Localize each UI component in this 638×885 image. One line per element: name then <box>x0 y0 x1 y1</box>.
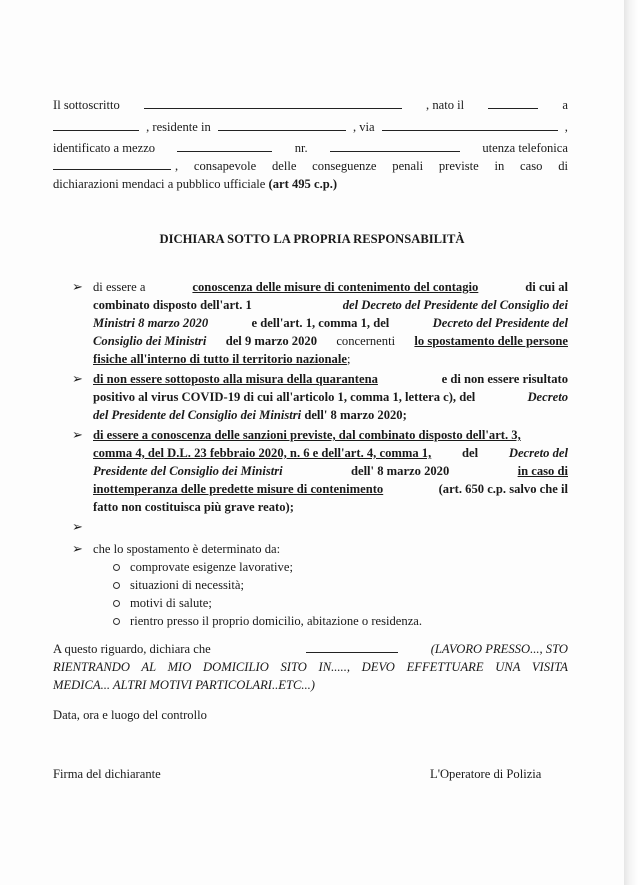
item2-decree: del Presidente del Consiglio dei Ministri <box>93 408 302 422</box>
item1-decree: Ministri 8 marzo 2020 <box>93 316 209 330</box>
item3-decree: Presidente del Consiglio dei Ministri <box>93 464 283 478</box>
closing-line-a <box>53 640 568 658</box>
item3-emph: inottemperanza delle predette misure di contenimento <box>93 482 384 496</box>
birth-place-blank[interactable] <box>53 118 139 131</box>
item3-emph: in caso di <box>517 464 568 478</box>
label-nr: nr. <box>294 141 308 155</box>
circle-bullet-icon <box>113 618 120 625</box>
comma: , <box>564 120 568 134</box>
header-line-5 <box>53 175 337 193</box>
item2-text: dell' 8 marzo 2020; <box>304 408 407 422</box>
item3-line-b <box>93 444 568 462</box>
item2-line-b <box>93 388 568 406</box>
item1-emph: lo spostamento delle persone <box>414 334 568 348</box>
item3-text: (art. 650 c.p. salvo che il <box>438 482 568 496</box>
name-blank[interactable] <box>144 96 402 109</box>
item1-text: combinato disposto dell'art. 1 <box>93 298 252 312</box>
item1-text: e dell'art. 1, comma 1, del <box>251 316 390 330</box>
item3-text: dell' 8 marzo 2020 <box>350 464 450 478</box>
document-number-blank[interactable] <box>330 139 460 152</box>
section-title: DICHIARA SOTTO LA PROPRIA RESPONSABILITÀ <box>159 232 465 246</box>
arrow-bullet-icon: ➢ <box>72 427 83 442</box>
circle-bullet-icon <box>113 582 120 589</box>
item1-decree: del Decreto del Presidente del Consiglio dei <box>342 298 568 312</box>
item1-decree: Consiglio dei Ministri <box>93 334 207 348</box>
phone-blank[interactable] <box>53 157 171 170</box>
item1-text: ; <box>346 352 351 366</box>
option-necessity: situazioni di necessità; <box>130 578 245 592</box>
closing-line-c: MEDICA... ALTRI MOTIVI PARTICOLARI..ETC...) <box>53 678 315 692</box>
circle-bullet-icon <box>113 564 120 571</box>
closing-example: (LAVORO PRESSO..., STO <box>430 642 568 656</box>
header-line-2 <box>53 118 568 136</box>
header-line-1 <box>53 96 568 114</box>
item1-line-d <box>93 332 568 350</box>
date-place-label: Data, ora e luogo del controllo <box>53 708 207 722</box>
option-health: motivi di salute; <box>130 596 212 610</box>
item2-emph: di non essere sottoposto alla misura della quarantena <box>93 372 378 386</box>
label-residente: , residente in <box>146 120 211 134</box>
item1-text-b: di cui al <box>525 280 568 294</box>
declarant-signature-label: Firma del dichiarante <box>53 767 161 781</box>
closing-line-b <box>53 658 568 676</box>
item1-line-e <box>93 350 350 368</box>
item1-text: del 9 marzo 2020 <box>225 334 317 348</box>
item3-emph: comma 4, del D.L. 23 febbraio 2020, n. 6 e dell'art. 4, comma 1, <box>93 446 432 460</box>
document-type-blank[interactable] <box>177 139 272 152</box>
label-via: , via <box>352 120 375 134</box>
label-identificato: identificato a mezzo <box>53 141 156 155</box>
item1-text: concernenti <box>336 334 396 348</box>
arrow-bullet-icon: ➢ <box>72 519 83 534</box>
closing-text: A questo riguardo, dichiara che <box>53 642 211 656</box>
item5-label: che lo spostamento è determinato da: <box>93 542 281 556</box>
label-utenza: utenza telefonica <box>482 141 568 155</box>
arrow-bullet-icon: ➢ <box>72 371 83 386</box>
item1-line-b <box>93 296 568 314</box>
page-edge-shadow <box>624 0 638 885</box>
label-nato: , nato il <box>426 98 465 112</box>
item3-emph: di essere a conoscenza delle sanzioni previste, dal combinato disposto dell'art. 3, <box>93 428 521 442</box>
label-sottoscritto: Il sottoscritto <box>53 98 120 112</box>
item2-line-a <box>93 370 568 388</box>
police-officer-label: L'Operatore di Polizia <box>430 767 542 781</box>
header-line-3 <box>53 139 568 157</box>
item1-decree: Decreto del Presidente del <box>432 316 568 330</box>
label-a: a <box>562 98 568 112</box>
item1-line-c <box>93 314 568 332</box>
item3-text: fatto non costituisca più grave reato); <box>93 500 294 514</box>
reason-blank[interactable] <box>306 640 398 653</box>
item3-text: del <box>462 446 479 460</box>
arrow-bullet-icon: ➢ <box>72 279 83 294</box>
option-work: comprovate esigenze lavorative; <box>130 560 293 574</box>
arrow-bullet-icon: ➢ <box>72 541 83 556</box>
item2-text: e di non essere risultato <box>441 372 568 386</box>
item2-line-c <box>93 406 407 424</box>
header-line-4 <box>53 157 568 175</box>
item3-line-c <box>93 462 568 480</box>
residence-blank[interactable] <box>218 118 346 131</box>
item1-text: di essere a <box>93 280 146 294</box>
item3-decree: Decreto del <box>508 446 568 460</box>
item3-line-a <box>93 426 521 444</box>
item1-emph: conoscenza delle misure di contenimento del contagio <box>192 280 479 294</box>
birth-date-blank[interactable] <box>488 96 538 109</box>
dichiarazioni-text: dichiarazioni mendaci a pubblico ufficiale <box>53 177 266 191</box>
street-blank[interactable] <box>382 118 558 131</box>
item2-decree: Decreto <box>527 390 568 404</box>
item1-emph: fisiche all'interno di tutto il territorio nazionale <box>93 352 347 366</box>
circle-bullet-icon <box>113 600 120 607</box>
closing-example: RIENTRANDO AL MIO DOMICILIO SITO IN....., DEVO EFFETTUARE UNA VISITA <box>53 660 568 674</box>
item3-line-d <box>93 480 568 498</box>
consapevole-text: , consapevole delle conseguenze penali previste in caso di <box>175 159 568 173</box>
art-495: (art 495 c.p.) <box>268 177 338 191</box>
option-return-home: rientro presso il proprio domicilio, abitazione o residenza. <box>130 614 423 628</box>
item2-text: positivo al virus COVID-19 di cui all'articolo 1, comma 1, lettera c), del <box>93 390 476 404</box>
item1-line-a <box>93 278 568 296</box>
item3-line-e <box>93 498 294 516</box>
